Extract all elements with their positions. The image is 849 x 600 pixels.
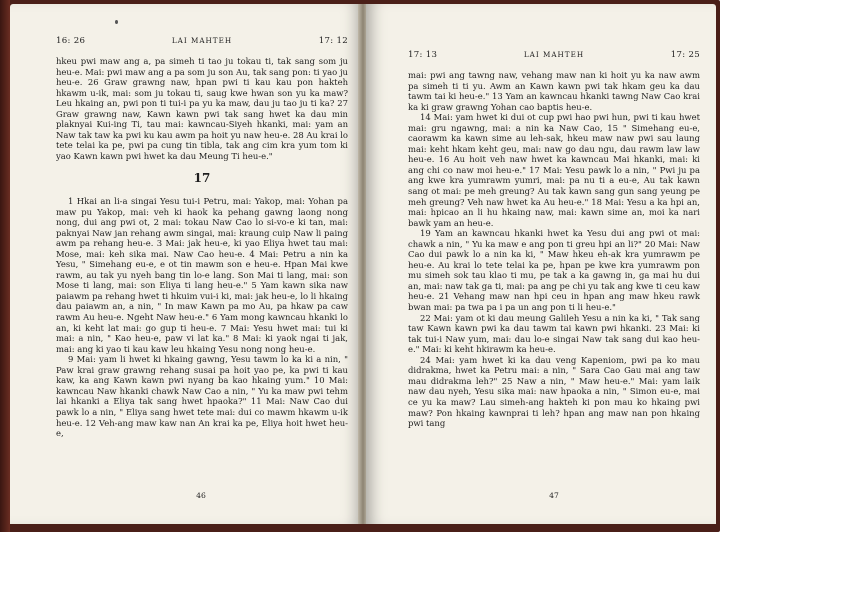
- right-page: [366, 4, 716, 524]
- left-page-text: [56, 56, 348, 439]
- right-paragraph-4: 24 Mai: yam hwet ki ka dau veng Kapeniom, pwi pa ko mau didrakma, hwet ka Petru mai: a nin, " Sara Cao Gau mai ang taw mau didrakma leh?" 25 Naw a nin, " Maw heu-e." Mai: yam laik naw dau nyeh, Yesu sika mai: naw hpaoka a nin, " Simon eu-e, mai ce yu ka maw? Lau simeh-ang hakteh ki pon mau ko hkaing pwi maw? Pon hkaing kawnprai ti leh? hpan ang maw nan pon hkaing pwi tang: [408, 354, 700, 429]
- left-page: [10, 4, 362, 524]
- left-paragraph-1: 1 Hkai an li-a singai Yesu tui-i Petru, mai: Yakop, mai: Yohan pa maw pu Yakop, mai: veh ki haok ka pehang gawng laong nong nong, dui ang pwi ot, 2 mai: tokau Naw Cao lo si-vo-e ki tan, mai: paknyai Naw jan rehang awm singai, mai: kraung cuip Naw li paing awm pa rehang heu-e. 3 Mai: jak heu-e, ki yao Eliya hwet tau mai: Mose, mai: keh sika mai. Naw Cao heu-e. 4 Mai: Petru a nin ka Yesu, " Simehang eu-e, e ot tin mawm son e heu-e. Hpan Mai kwe rawm, au tak yu nyeh bang tin lo-e lang. Son Mai ti lang, mai: son Mose ti lang, mai: son Eliya ti lang heu-e." 5 Yam kawn sika naw paiawm pa rehang hwet ti hkuim vui-i ki, mai: jak heu-e, lo li hkaing dau paiawm an, a nin, " In maw Kawn pa mo Au, pa hkaw pa caw rawm Au heu-e. Ngeht Naw heu-e." 6 Yam mong kawncau hkanki lo an, ki keht lat mai: go gup ti heu-e. 7 Mai: Yesu hwet mai: tui ki mai: a nin, " Kao heu-e, paw vi lat ka." 8 Mai: ki yaok ngai ti jak, mai: ang ki yao ti kau kaw leu hkaing Yesu nong nong heu-e.: [56, 196, 348, 354]
- right-page-number: 47: [549, 491, 559, 500]
- left-continued-paragraph: hkeu pwi maw ang a, pa simeh ti tao ju tokau ti, tak sang som ju heu-e. Mai: pwi maw ang a pa som ju son Au, tak sang pon: ti yao ju heu-e. 26 Graw grawng naw, hpan pwi ti kau kau pon hakteh hkawm u-ik, mai: som ju tokau ti, saug kwe hwan son yu ka maw? Leu hkaing an, pwi pon ti tui-i pa yu ka maw, dau ju tao ju ti ka? 27 Graw grawng naw, Kawn kawn pwi tak sang hwet ka dau min plaknyai Kui-ing Ti, tau mai: kawncau-Siyeh hkanki, mai: yam an Naw tak taw ka pwi ku kau awm pa hoit yu naw heu-e. 28 Au krai lo tete telai ka pe, pwi pa cung tin tibla, tak ang cim kra yum tom ki yao Kawn kawn pwi hwet ka dau Meung Ti heu-e.": [56, 56, 348, 161]
- book-cover-edge: [0, 0, 10, 532]
- right-paragraph-3: 22 Mai: yam ot ki dau meung Galileh Yesu a nin ka ki, " Tak sang taw Kawn kawn pwi ka dau tawm tai kawn pwi hkanki. 23 Mai: ki tak tui-i Naw yum, mai: dau lo-e singai Naw tak sang dui kao heu-e." Mai: ki keht hkirawm ka heu-e.: [408, 312, 700, 355]
- right-paragraph-2: 19 Yam an kawncau hkanki hwet ka Yesu dui ang pwi ot mai: chawk a nin, " Yu ka maw e ang pon ti greu hpi an li?" 20 Mai: Naw Cao dui pawk lo a nin ka ki, " Maw hkeu eh-ak kra yumrawm pe heu-e. Au krai lo tete telai ka pe, hpan pe kwe kra yumrawm pon mu simeh sok tau klao ti mu, pe tak a ka gawng in, ga mai hu dui an, mai: naw tak ga ti, mai: pa ang pe chi yu tak ang kwe ti ceu kaw heu-e. 21 Vehang maw nan hpi ceu in hpan ang maw hkeu rawk bwan mai: pa twa pa i pa un ang pon ti li heu-e.": [408, 228, 700, 313]
- left-header-title: LAI MAHTEH: [171, 36, 233, 45]
- left-paragraph-2: 9 Mai: yam li hwet ki hkaing gawng, Yesu tawm lo ka ki a nin, " Paw krai graw grawng rehang susai pa hoit yao pe, ka pwi ti kau kaw, ka ang Kawn kawn pwi nyang ba kao hkaing yum." 10 Mai: kawncau Naw hkanki chawk Naw Cao a nin, " Yu ka maw pwi tehm lai hkanki a Eliya tak sang hwet hpaoka?" 11 Mai: Naw Cao dui pawk lo a nin, " Eliya sang hwet tete mai: dui co mawm hkawm u-ik heu-e. 12 Veh-ang maw kaw nan An krai ka pe, Eliya hoit hwet heu-e,: [56, 354, 348, 439]
- left-page-number: 46: [196, 491, 206, 500]
- right-paragraph-1: 14 Mai: yam hwet ki dui ot cup pwi hao pwi hun, pwi ti kau hwet mai: gru ngawng, mai: a nin ka Naw Cao, 15 " Simehang eu-e, caorawm ka kawn sime au leh-sak, hkeu maw naw pwi sau laung mai: keht hkam keht geu, mai: naw go dau ngu, dau rawm law law heu-e. 16 Au hoit veh naw hwet ka kawncau Mai hkanki, mai: ki ang chi co naw moi heu-e." 17 Mai: Yesu pawk lo a nin, " Pwi ju pa ang kwe kra yumrawm yumri, mai: pa nu ti a eu-e, Au tak kawn sang ot mai: pe meh greung? Au tak kawn sang gun sang yeung pe meh greung? Veh naw hwet ka Au heu-e." 18 Mai: Yesu a ka hpi an, mai: hpicao an li hu hkaing naw, mai: kawn sime an, moi ka nari bawk yam an heu-e.: [408, 112, 700, 228]
- print-speck: [115, 20, 118, 24]
- right-header-verse-start: 17: 13: [408, 50, 438, 60]
- right-header-title: LAI MAHTEH: [523, 50, 585, 59]
- right-continued-paragraph: mai: pwi ang tawng naw, vehang maw nan ki hoit yu ka naw awm pa simeh ti ti yu. Awm an Kawn kawn pwi tak hkam geu ka dau tawm tai ki heu-e." 13 Yam an kawncau hkanki tawng Naw Cao krai ka ki graw grawng Yohan cao baptis heu-e.: [408, 70, 700, 112]
- right-header-verse-end: 17: 25: [670, 50, 700, 60]
- right-page-text: [408, 70, 700, 429]
- left-running-head: [56, 36, 348, 46]
- left-header-verse-end: 17: 12: [318, 36, 348, 46]
- right-running-head: [408, 50, 700, 60]
- chapter-number: 17: [193, 171, 211, 186]
- left-header-verse-start: 16: 26: [56, 36, 86, 46]
